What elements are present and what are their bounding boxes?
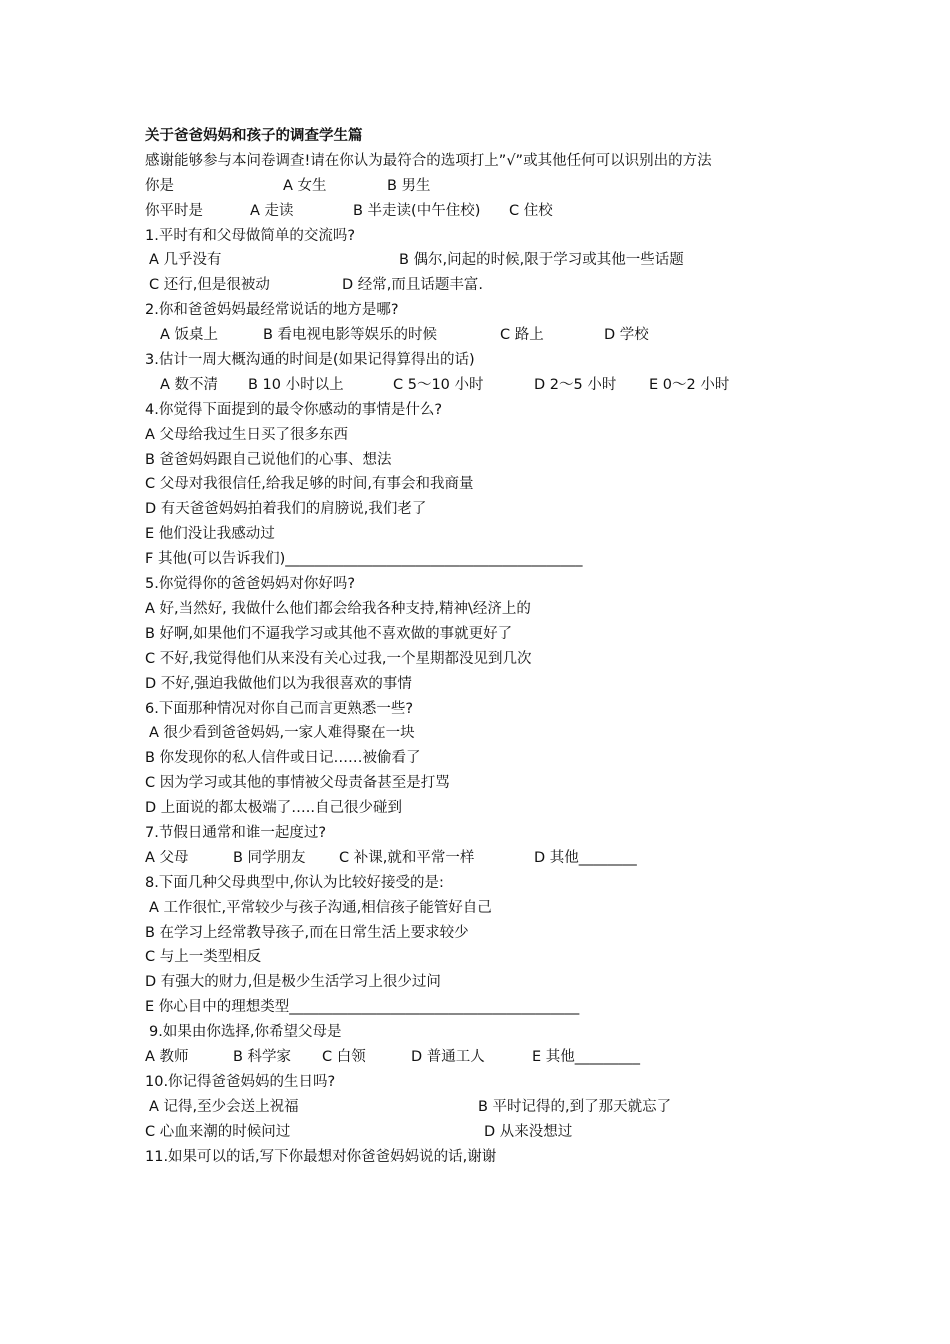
- q9-option-d: D 普通工人: [411, 1048, 485, 1065]
- question-8: 8.下面几种父母典型中,你认为比较好接受的是:: [145, 874, 444, 891]
- question-2: 2.你和爸爸妈妈最经常说话的地方是哪?: [145, 302, 399, 319]
- question-5: 5.你觉得你的爸爸妈妈对你好吗?: [145, 576, 356, 593]
- q10-options-row2: [145, 1120, 825, 1145]
- q7-options: [145, 846, 825, 871]
- q1-option-d: D 经常,而且话题丰富.: [342, 277, 483, 294]
- q5-option-b: B 好啊,如果他们不逼我学习或其他不喜欢做的事就更好了: [145, 625, 513, 642]
- q8-option-b: B 在学习上经常教导孩子,而在日常生活上要求较少: [145, 924, 469, 941]
- q1-option-a: A 几乎没有: [149, 252, 222, 269]
- q7-option-c: C 补课,就和平常一样: [339, 849, 475, 866]
- q3-option-a: A 数不清: [160, 376, 219, 393]
- gender-label: 你是: [145, 177, 174, 194]
- q10-option-d: D 从来没想过: [484, 1123, 573, 1140]
- q8-option-a: A 工作很忙,平常较少与孩子沟通,相信孩子能管好自己: [149, 899, 492, 916]
- q2-option-c: C 路上: [500, 327, 544, 344]
- q7-option-d: D 其他________: [534, 849, 637, 866]
- q1-option-c: C 还行,但是很被动: [149, 277, 270, 294]
- q4-option-e: E 他们没让我感动过: [145, 526, 275, 543]
- q6-option-d: D 上面说的都太极端了…..自己很少碰到: [145, 800, 402, 817]
- q10-option-c: C 心血来潮的时候问过: [145, 1123, 291, 1140]
- gender-option-a: A 女生: [283, 177, 327, 194]
- q4-option-f: F 其他(可以告诉我们)_________________________________________: [145, 551, 583, 568]
- q3-option-e: E 0～2 小时: [649, 376, 730, 393]
- q3-option-c: C 5～10 小时: [393, 376, 484, 393]
- intro-text: 感谢能够参与本问卷调查!请在你认为最符合的选项打上”√”或其他任何可以识别出的方法: [145, 152, 712, 169]
- q5-option-c: C 不好,我觉得他们从来没有关心过我,一个星期都没见到几次: [145, 650, 532, 667]
- gender-row: [145, 174, 825, 199]
- q8-option-e: E 你心目中的理想类型________________________________________: [145, 999, 580, 1016]
- q1-options-row1: [145, 248, 825, 273]
- question-10: 10.你记得爸爸妈妈的生日吗?: [145, 1073, 336, 1090]
- question-6: 6.下面那种情况对你自己而言更熟悉一些?: [145, 700, 414, 717]
- q9-option-c: C 白领: [322, 1048, 366, 1065]
- q5-option-a: A 好,当然好, 我做什么他们都会给我各种支持,精神\经济上的: [145, 600, 531, 617]
- residence-label: 你平时是: [145, 202, 203, 219]
- residence-option-b: B 半走读(中午住校): [353, 202, 481, 219]
- q10-option-a: A 记得,至少会送上祝福: [149, 1098, 299, 1115]
- q3-option-d: D 2～5 小时: [534, 376, 617, 393]
- question-7: 7.节假日通常和谁一起度过?: [145, 824, 327, 841]
- q6-option-a: A 很少看到爸爸妈妈,一家人难得聚在一块: [149, 725, 415, 742]
- residence-option-a: A 走读: [250, 202, 294, 219]
- q1-option-b: B 偶尔,问起的时候,限于学习或其他一些话题: [399, 252, 684, 269]
- question-1: 1.平时有和父母做简单的交流吗?: [145, 227, 356, 244]
- q4-option-d: D 有天爸爸妈妈拍着我们的肩膀说,我们老了: [145, 501, 427, 518]
- q6-option-c: C 因为学习或其他的事情被父母责备甚至是打骂: [145, 775, 450, 792]
- q9-options: [145, 1045, 825, 1070]
- question-11: 11.如果可以的话,写下你最想对你爸爸妈妈说的话,谢谢: [145, 1148, 497, 1165]
- q2-option-d: D 学校: [604, 327, 649, 344]
- q4-option-c: C 父母对我很信任,给我足够的时间,有事会和我商量: [145, 476, 474, 493]
- title-text: 关于爸爸妈妈和孩子的调查学生篇: [145, 128, 363, 144]
- q9-option-a: A 教师: [145, 1048, 189, 1065]
- q9-option-e: E 其他_________: [532, 1048, 641, 1065]
- residence-option-c: C 住校: [509, 202, 553, 219]
- gender-option-b: B 男生: [387, 177, 431, 194]
- questionnaire: [145, 124, 825, 1169]
- question-3: 3.估计一周大概沟通的时间是(如果记得算得出的话): [145, 352, 475, 369]
- q3-option-b: B 10 小时以上: [248, 376, 344, 393]
- question-9: 9.如果由你选择,你希望父母是: [149, 1024, 342, 1041]
- question-4: 4.你觉得下面提到的最令你感动的事情是什么?: [145, 401, 443, 418]
- q10-options-row1: [145, 1095, 825, 1120]
- residence-row: [145, 199, 825, 224]
- q9-option-b: B 科学家: [233, 1048, 292, 1065]
- q2-options: [145, 323, 825, 348]
- q8-option-c: C 与上一类型相反: [145, 949, 262, 966]
- q7-option-b: B 同学朋友: [233, 849, 306, 866]
- q3-options: [145, 373, 825, 398]
- q4-option-b: B 爸爸妈妈跟自己说他们的心事、想法: [145, 451, 392, 468]
- q7-option-a: A 父母: [145, 849, 189, 866]
- q1-options-row2: [145, 273, 825, 298]
- q5-option-d: D 不好,强迫我做他们以为我很喜欢的事情: [145, 675, 412, 692]
- q6-option-b: B 你发现你的私人信件或日记……被偷看了: [145, 750, 421, 767]
- q2-option-b: B 看电视电影等娱乐的时候: [263, 327, 438, 344]
- q4-option-a: A 父母给我过生日买了很多东西: [145, 426, 349, 443]
- q10-option-b: B 平时记得的,到了那天就忘了: [478, 1098, 672, 1115]
- q8-option-d: D 有强大的财力,但是极少生活学习上很少过问: [145, 974, 441, 991]
- q2-option-a: A 饭桌上: [160, 327, 219, 344]
- page-title: [145, 124, 825, 149]
